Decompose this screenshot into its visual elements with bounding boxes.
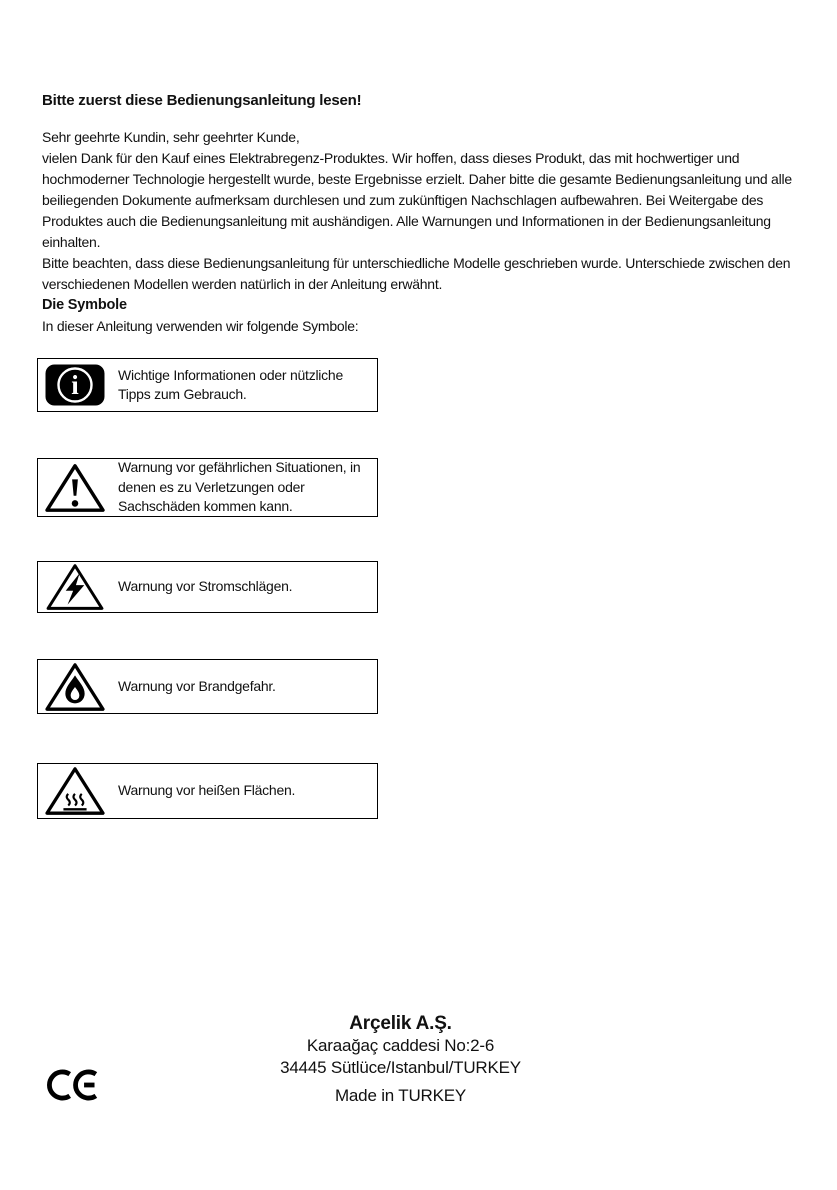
address-line-2: 34445 Sütlüce/Istanbul/TURKEY xyxy=(280,1058,521,1077)
address-line-1: Karaağaç caddesi No:2-6 xyxy=(306,1036,495,1055)
warning-fire-icon-svg xyxy=(44,660,106,714)
warning-electric-shock-icon xyxy=(44,561,118,613)
made-in-label: Made in TURKEY xyxy=(334,1086,467,1105)
warning-exclamation-icon-svg xyxy=(44,461,106,515)
symbol-text: Wichtige Informationen oder nützliche Tipps zum Gebrauch. xyxy=(118,366,343,402)
manufacturer-footer xyxy=(0,1013,819,1106)
symbol-text: Warnung vor heißen Flächen. xyxy=(118,782,296,799)
symbol-text: Warnung vor Stromschlägen. xyxy=(118,578,293,595)
symbol-row-electric xyxy=(37,561,378,613)
warning-fire-icon xyxy=(44,660,118,714)
salutation: Sehr geehrte Kundin, sehr geehrter Kunde, xyxy=(42,129,300,145)
symbol-row-fire xyxy=(37,659,378,714)
warning-hot-surface-icon xyxy=(44,764,118,818)
svg-text:i: i xyxy=(71,370,79,400)
info-icon-svg xyxy=(44,363,106,407)
ce-mark-icon xyxy=(44,1066,98,1109)
intro-paragraph-2: Bitte beachten, dass diese Bedienungsanleitung für unterschiedliche Modelle geschrieben wurde. Unterschiede zwischen den verschiedenen Modellen werden natürlich in der Anleitung erwähnt. xyxy=(42,255,791,292)
symbol-text: Warnung vor gefährlichen Situationen, in denen es zu Verletzungen oder Sachschäden kommen kann. xyxy=(118,459,361,515)
warning-hot-surface-icon-svg xyxy=(44,764,106,818)
intro-paragraph-1: vielen Dank für den Kauf eines Elektrabregenz-Produktes. Wir hoffen, dass dieses Produkt, das mit hochwertiger und hochmoderner Technologie hergestellt wurde, beste Ergebnisse erzielt. Daher bitte die gesamte Bedienungsanleitung und alle beiliegenden Dokumente aufmerksam durchlesen und zum zukünftigen Nachschlagen aufbewahren. Bei Weitergabe des Produktes auch die Bedienungsanleitung mit aushändigen. Alle Warnungen und Informationen in der Bedienungsanleitung einhalten. xyxy=(42,150,792,250)
info-icon xyxy=(44,363,118,407)
ce-mark-icon-svg xyxy=(44,1066,98,1104)
symbol-row-info xyxy=(37,358,378,412)
symbols-heading: Die Symbole xyxy=(42,297,127,313)
symbol-row-warning xyxy=(37,458,378,517)
symbol-row-hot-surface xyxy=(37,763,378,819)
company-name: Arçelik A.Ş. xyxy=(349,1013,452,1034)
symbol-text: Warnung vor Brandgefahr. xyxy=(118,677,276,694)
intro-text-block xyxy=(42,92,794,337)
warning-exclamation-icon xyxy=(44,461,118,515)
warning-electric-shock-icon-svg xyxy=(44,561,106,613)
symbols-intro: In dieser Anleitung verwenden wir folgende Symbole: xyxy=(42,318,359,334)
page-title: Bitte zuerst diese Bedienungsanleitung lesen! xyxy=(42,92,362,109)
